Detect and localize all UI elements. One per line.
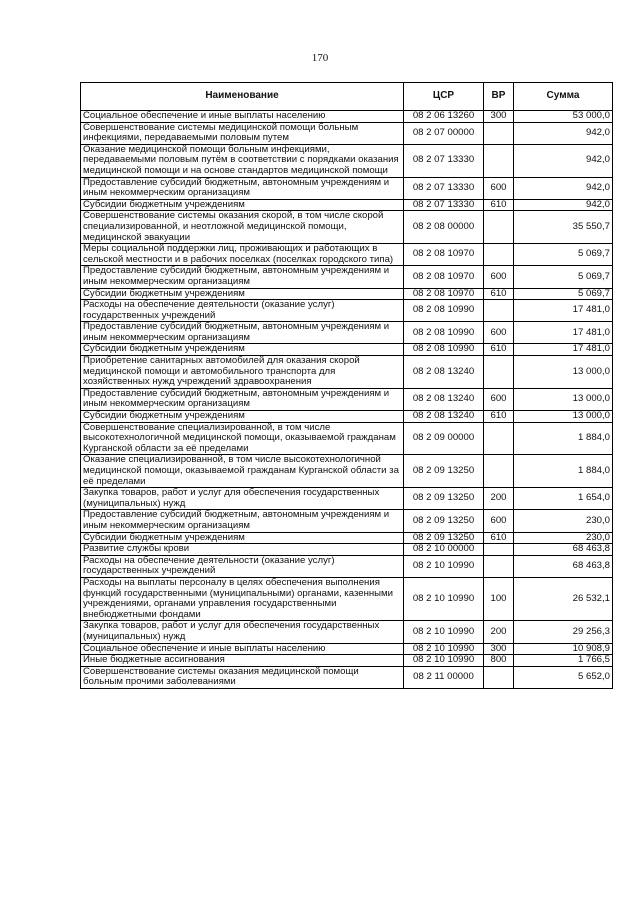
table-row — [81, 643, 613, 655]
cell-vr — [484, 455, 514, 488]
table-header-row — [81, 83, 613, 111]
table-row — [81, 122, 613, 144]
cell-csr: 08 2 11 00000 — [404, 666, 484, 688]
table-row — [81, 266, 613, 288]
table-row — [81, 177, 613, 199]
cell-csr: 08 2 09 13250 — [404, 532, 484, 544]
table-row — [81, 510, 613, 532]
cell-name: Предоставление субсидий бюджетным, автономным учреждениям и иным некоммерческим организациям — [81, 388, 404, 410]
cell-sum: 942,0 — [514, 122, 613, 144]
cell-sum: 35 550,7 — [514, 211, 613, 244]
table-row — [81, 300, 613, 322]
cell-csr: 08 2 10 10990 — [404, 577, 484, 620]
header-vr: ВР — [484, 83, 514, 111]
table-row — [81, 488, 613, 510]
cell-vr: 600 — [484, 266, 514, 288]
cell-vr: 610 — [484, 288, 514, 300]
table-body — [81, 111, 613, 689]
cell-name: Расходы на выплаты персоналу в целях обеспечения выполнения функций государственными (муниципальными) органами, казенными учреждениями, органами управления государственными внебюджетными фондами — [81, 577, 404, 620]
cell-sum: 13 000,0 — [514, 356, 613, 389]
cell-sum: 1 884,0 — [514, 455, 613, 488]
cell-sum: 1 766,5 — [514, 655, 613, 667]
cell-csr: 08 2 09 00000 — [404, 422, 484, 455]
cell-sum: 13 000,0 — [514, 388, 613, 410]
cell-csr: 08 2 10 10990 — [404, 655, 484, 667]
table-row — [81, 422, 613, 455]
cell-name: Оказание медицинской помощи больным инфекциями, передаваемыми половым путём в соответствии с порядками оказания медицинской помощи и на основе стандартов медицинской помощи — [81, 144, 404, 177]
cell-name: Социальное обеспечение и иные выплаты населению — [81, 111, 404, 123]
cell-sum: 17 481,0 — [514, 300, 613, 322]
cell-name: Иные бюджетные ассигнования — [81, 655, 404, 667]
cell-sum: 13 000,0 — [514, 411, 613, 423]
cell-vr — [484, 211, 514, 244]
cell-name: Субсидии бюджетным учреждениям — [81, 288, 404, 300]
cell-vr: 300 — [484, 643, 514, 655]
cell-csr: 08 2 10 10990 — [404, 621, 484, 643]
cell-sum: 53 000,0 — [514, 111, 613, 123]
table-row — [81, 388, 613, 410]
cell-csr: 08 2 06 13260 — [404, 111, 484, 123]
cell-csr: 08 2 07 13330 — [404, 199, 484, 211]
cell-sum: 68 463,8 — [514, 544, 613, 556]
table-row — [81, 288, 613, 300]
cell-csr: 08 2 08 10990 — [404, 300, 484, 322]
cell-vr: 200 — [484, 488, 514, 510]
cell-vr: 600 — [484, 177, 514, 199]
cell-name: Закупка товаров, работ и услуг для обеспечения государственных (муниципальных) нужд — [81, 488, 404, 510]
table-row — [81, 577, 613, 620]
cell-name: Расходы на обеспечение деятельности (оказание услуг) государственных учреждений — [81, 555, 404, 577]
table-row — [81, 621, 613, 643]
cell-vr: 610 — [484, 344, 514, 356]
table-row — [81, 244, 613, 266]
cell-csr: 08 2 09 13250 — [404, 510, 484, 532]
cell-sum: 68 463,8 — [514, 555, 613, 577]
table-row — [81, 655, 613, 667]
cell-name: Развитие службы крови — [81, 544, 404, 556]
cell-vr — [484, 555, 514, 577]
cell-name: Совершенствование системы медицинской помощи больным инфекциями, передаваемыми половым путем — [81, 122, 404, 144]
cell-csr: 08 2 07 00000 — [404, 122, 484, 144]
cell-name: Субсидии бюджетным учреждениям — [81, 199, 404, 211]
table-row — [81, 544, 613, 556]
cell-name: Предоставление субсидий бюджетным, автономным учреждениям и иным некоммерческим организациям — [81, 510, 404, 532]
budget-table — [80, 82, 613, 689]
cell-vr: 610 — [484, 199, 514, 211]
cell-csr: 08 2 07 13330 — [404, 144, 484, 177]
table-row — [81, 455, 613, 488]
table-row — [81, 666, 613, 688]
cell-csr: 08 2 08 10970 — [404, 266, 484, 288]
cell-vr: 610 — [484, 411, 514, 423]
cell-vr: 600 — [484, 322, 514, 344]
cell-csr: 08 2 09 13250 — [404, 455, 484, 488]
cell-vr — [484, 122, 514, 144]
cell-vr — [484, 300, 514, 322]
header-name: Наименование — [81, 83, 404, 111]
cell-sum: 10 908,9 — [514, 643, 613, 655]
table-row — [81, 211, 613, 244]
cell-name: Социальное обеспечение и иные выплаты населению — [81, 643, 404, 655]
cell-sum: 5 069,7 — [514, 288, 613, 300]
cell-csr: 08 2 10 10990 — [404, 555, 484, 577]
page-number: 170 — [311, 52, 329, 64]
cell-sum: 5 069,7 — [514, 244, 613, 266]
cell-csr: 08 2 09 13250 — [404, 488, 484, 510]
cell-name: Субсидии бюджетным учреждениям — [81, 532, 404, 544]
cell-csr: 08 2 08 10990 — [404, 344, 484, 356]
cell-sum: 5 652,0 — [514, 666, 613, 688]
table-row — [81, 411, 613, 423]
cell-name: Расходы на обеспечение деятельности (оказание услуг) государственных учреждений — [81, 300, 404, 322]
cell-csr: 08 2 08 10970 — [404, 288, 484, 300]
cell-vr — [484, 422, 514, 455]
table-row — [81, 111, 613, 123]
cell-csr: 08 2 07 13330 — [404, 177, 484, 199]
table-row — [81, 532, 613, 544]
cell-name: Оказание специализированной, в том числе высокотехнологичной медицинской помощи, оказываемой гражданам Курганской области за её пределами — [81, 455, 404, 488]
cell-sum: 17 481,0 — [514, 344, 613, 356]
cell-vr: 200 — [484, 621, 514, 643]
cell-name: Совершенствование специализированной, в том числе высокотехнологичной медицинской помощи, оказываемой гражданам Курганской области за её пределами — [81, 422, 404, 455]
cell-vr — [484, 544, 514, 556]
cell-vr — [484, 244, 514, 266]
cell-csr: 08 2 08 13240 — [404, 411, 484, 423]
cell-csr: 08 2 08 00000 — [404, 211, 484, 244]
cell-name: Совершенствование системы оказания скорой, в том числе скорой специализированной, и неотложной медицинской помощи, медицинской эвакуации — [81, 211, 404, 244]
table-row — [81, 322, 613, 344]
cell-csr: 08 2 10 00000 — [404, 544, 484, 556]
cell-vr — [484, 666, 514, 688]
cell-name: Субсидии бюджетным учреждениям — [81, 344, 404, 356]
cell-csr: 08 2 08 10970 — [404, 244, 484, 266]
cell-name: Закупка товаров, работ и услуг для обеспечения государственных (муниципальных) нужд — [81, 621, 404, 643]
table-row — [81, 555, 613, 577]
cell-sum: 230,0 — [514, 532, 613, 544]
header-sum: Сумма — [514, 83, 613, 111]
cell-csr: 08 2 08 13240 — [404, 388, 484, 410]
cell-sum: 26 532,1 — [514, 577, 613, 620]
cell-vr: 300 — [484, 111, 514, 123]
table-row — [81, 344, 613, 356]
cell-vr: 100 — [484, 577, 514, 620]
cell-csr: 08 2 08 13240 — [404, 356, 484, 389]
cell-vr: 800 — [484, 655, 514, 667]
cell-name: Приобретение санитарных автомобилей для оказания скорой медицинской помощи и автомобильного транспорта для хозяйственных нужд учреждений здравоохранения — [81, 356, 404, 389]
table-row — [81, 144, 613, 177]
cell-sum: 942,0 — [514, 144, 613, 177]
cell-vr — [484, 356, 514, 389]
cell-name: Меры социальной поддержки лиц, проживающих и работающих в сельской местности и в рабочих поселках (поселках городского типа) — [81, 244, 404, 266]
cell-vr: 600 — [484, 510, 514, 532]
cell-sum: 230,0 — [514, 510, 613, 532]
cell-sum: 1 654,0 — [514, 488, 613, 510]
cell-csr: 08 2 10 10990 — [404, 643, 484, 655]
cell-sum: 29 256,3 — [514, 621, 613, 643]
cell-name: Предоставление субсидий бюджетным, автономным учреждениям и иным некоммерческим организациям — [81, 322, 404, 344]
cell-name: Предоставление субсидий бюджетным, автономным учреждениям и иным некоммерческим организациям — [81, 177, 404, 199]
cell-vr — [484, 144, 514, 177]
cell-sum: 17 481,0 — [514, 322, 613, 344]
cell-sum: 942,0 — [514, 177, 613, 199]
cell-name: Совершенствование системы оказания медицинской помощи больным прочими заболеваниями — [81, 666, 404, 688]
cell-sum: 5 069,7 — [514, 266, 613, 288]
cell-sum: 1 884,0 — [514, 422, 613, 455]
cell-name: Субсидии бюджетным учреждениям — [81, 411, 404, 423]
header-csr: ЦСР — [404, 83, 484, 111]
cell-csr: 08 2 08 10990 — [404, 322, 484, 344]
cell-vr: 600 — [484, 388, 514, 410]
table-row — [81, 199, 613, 211]
cell-vr: 610 — [484, 532, 514, 544]
cell-name: Предоставление субсидий бюджетным, автономным учреждениям и иным некоммерческим организациям — [81, 266, 404, 288]
table-row — [81, 356, 613, 389]
cell-sum: 942,0 — [514, 199, 613, 211]
